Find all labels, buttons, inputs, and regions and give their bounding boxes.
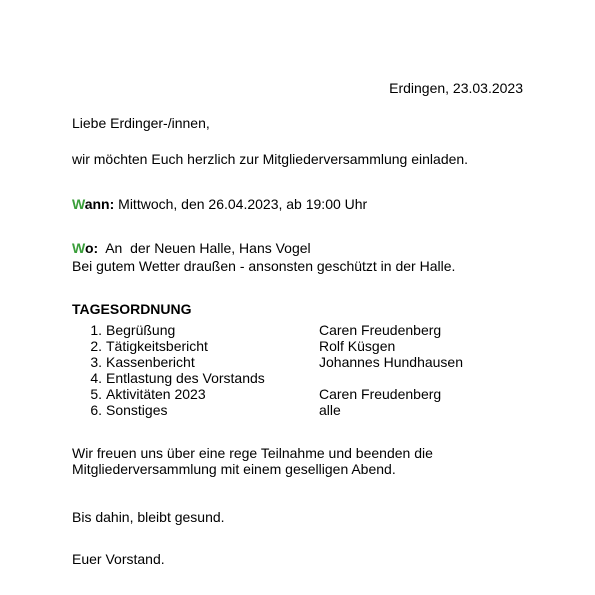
agenda-item: Kassenbericht <box>106 354 195 370</box>
agenda-row <box>0 338 595 354</box>
agenda-person: Caren Freudenberg <box>319 322 442 338</box>
agenda-number: 1. <box>90 322 102 338</box>
signature: Euer Vorstand. <box>72 551 165 567</box>
farewell: Bis dahin, bleibt gesund. <box>72 509 225 525</box>
agenda-person: alle <box>319 402 341 418</box>
agenda-number: 3. <box>90 354 102 370</box>
agenda-number: 2. <box>90 338 102 354</box>
agenda-person: Rolf Küsgen <box>319 338 396 354</box>
agenda-person: Caren Freudenberg <box>319 386 442 402</box>
intro-text: wir möchten Euch herzlich zur Mitgliederversammlung einladen. <box>72 151 469 167</box>
agenda-row <box>0 386 595 402</box>
agenda-person: Johannes Hundhausen <box>319 354 464 370</box>
agenda-item: Tätigkeitsbericht <box>106 338 208 354</box>
greeting: Liebe Erdinger-/innen, <box>72 115 210 131</box>
agenda-row <box>0 402 595 418</box>
when-value: Mittwoch, den 26.04.2023, ab 19:00 Uhr <box>114 196 368 212</box>
agenda-number: 4. <box>90 370 102 386</box>
agenda-item: Begrüßung <box>106 322 176 338</box>
agenda-row <box>0 322 595 338</box>
where-label: o: <box>84 240 99 256</box>
place-date: Erdingen, 23.03.2023 <box>389 80 523 96</box>
when-line <box>72 196 367 212</box>
where-line <box>72 240 311 256</box>
agenda-row <box>0 354 595 370</box>
where-note: Bei gutem Wetter draußen - ansonsten geschützt in der Halle. <box>72 258 456 274</box>
agenda-number: 6. <box>90 402 102 418</box>
agenda-number: 5. <box>90 386 102 402</box>
agenda-item: Aktivitäten 2023 <box>106 386 206 402</box>
closing-line-1: Wir freuen uns über eine rege Teilnahme und beenden die <box>72 445 433 461</box>
when-label: ann: <box>84 196 115 212</box>
where-value: An der Neuen Halle, Hans Vogel <box>98 240 311 256</box>
agenda-row <box>0 370 595 386</box>
agenda-item: Sonstiges <box>106 402 168 418</box>
when-accent-letter: W <box>72 196 85 212</box>
where-accent-letter: W <box>72 240 85 256</box>
agenda-title: TAGESORDNUNG <box>72 301 192 317</box>
closing-line-2: Mitgliederversammlung mit einem geselligen Abend. <box>72 461 396 477</box>
agenda-item: Entlastung des Vorstands <box>106 370 265 386</box>
